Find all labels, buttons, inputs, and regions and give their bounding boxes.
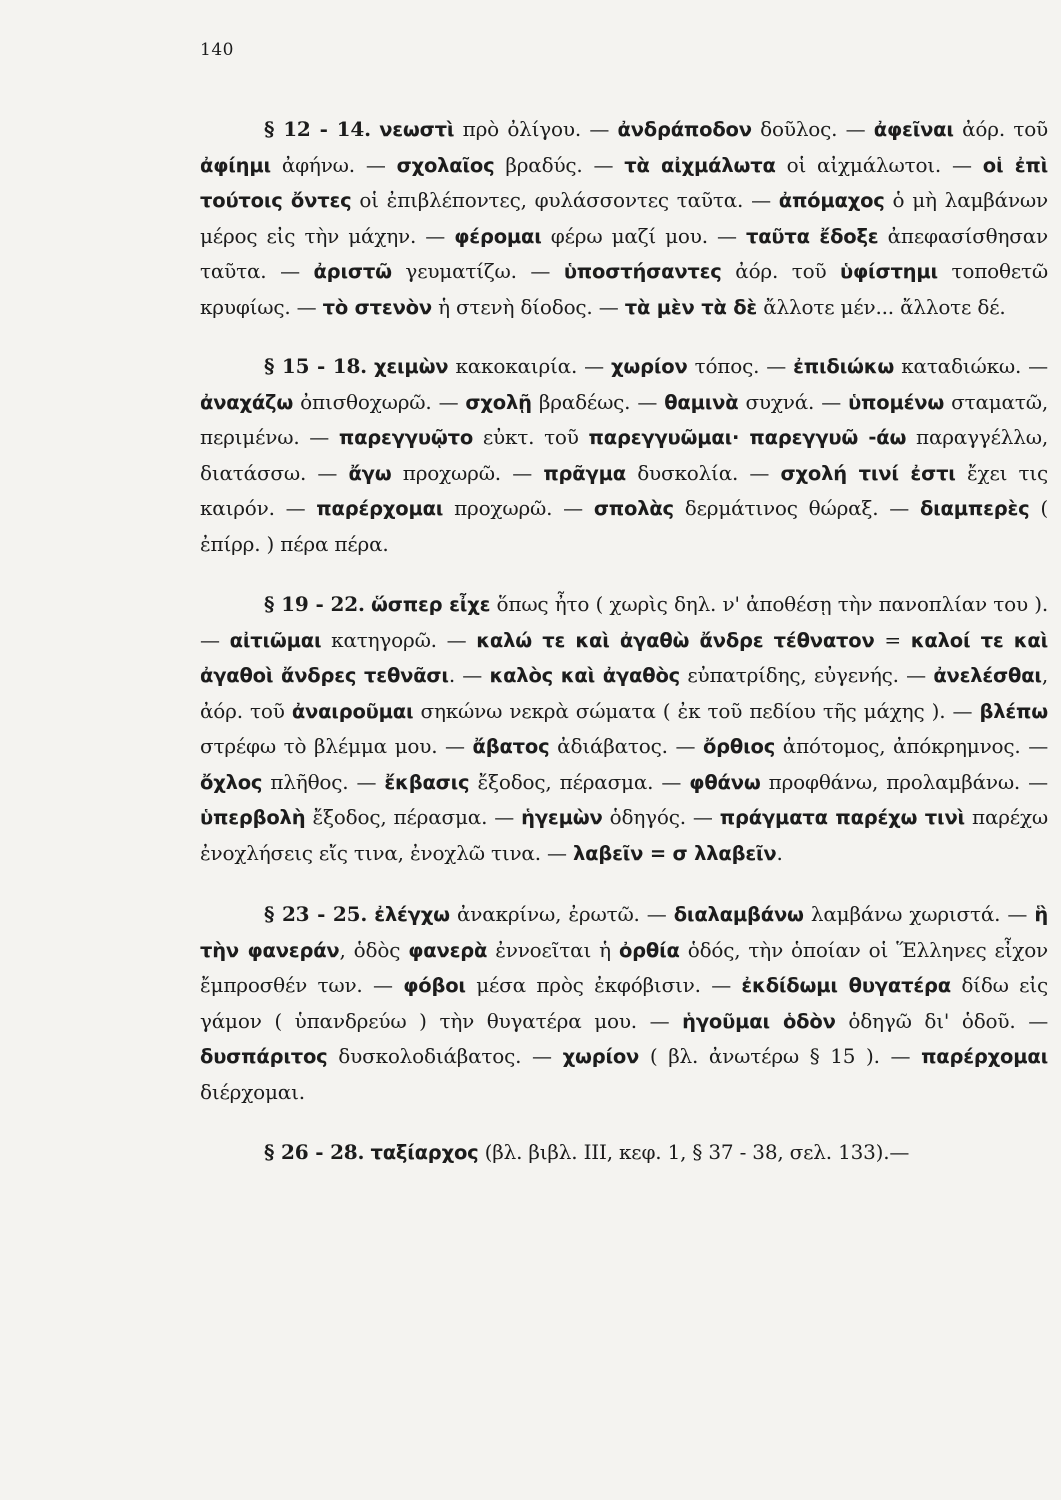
headword: ὑπερβολὴ — [200, 806, 306, 829]
headword: παρέρχομαι — [316, 497, 444, 520]
headword: ἀναχάζω — [200, 390, 294, 414]
headword: ἔκβασις — [384, 770, 470, 794]
definition-text: δίδω εἰς γάμον ( ὑπανδρεύω ) τὴν θυγατέρα μου. — — [200, 973, 1048, 1033]
definition-text: ὁ μὴ λαμβάνων μέρος εἰς τὴν μάχην. — — [200, 188, 1048, 248]
headword: παρέρχομαι — [921, 1045, 1048, 1068]
definition-text: ὅπως ἦτο ( χωρὶς δηλ. ν' ἀποθέσῃ τὴν πανοπλίαν του ). — — [200, 592, 1049, 652]
headword: παρεγγυῷτο — [338, 426, 474, 449]
definition-text: οἱ ἐπιβλέποντες, φυλάσσοντες ταῦτα. — — [351, 188, 779, 212]
definition-text: δυσκολοδιάβατος. — — [327, 1044, 563, 1068]
section-heading: § 26 - 28. — [264, 1140, 365, 1164]
section-heading: § 15 - 18. — [264, 354, 367, 378]
definition-text: εὐπατρίδης, εὐγενής. — — [680, 663, 934, 687]
definition-text: ἀφήνω. — — [270, 152, 397, 177]
definition-text: ἔξοδος, πέρασμα. — — [469, 769, 690, 794]
headword: χωρίον — [611, 355, 688, 378]
headword: ὥσπερ εἶχε — [371, 593, 491, 616]
definition-text: ἀόρ. τοῦ — [953, 117, 1048, 141]
definition-text: ὁδός, τὴν ὁποίαν οἱ Ἕλληνες εἶχον ἔμπροσθέν των. — — [200, 937, 1049, 997]
headword: ὑποστήσαντες — [563, 260, 722, 283]
headword: βλέπω — [979, 699, 1048, 723]
definition-text: τόπος. — — [687, 354, 794, 378]
definition-text: φέρω μαζί μου. — — [541, 223, 746, 248]
definition-text: ἐννοεῖται ἡ — [487, 937, 619, 962]
headword: ἄγω — [348, 461, 392, 485]
headword: ἡγοῦμαι ὁδὸν — [682, 1009, 836, 1033]
glossary-content — [200, 112, 1048, 1197]
headword: δυσπάριτος — [200, 1045, 328, 1068]
glossary-section — [200, 349, 1048, 561]
definition-text: πλῆθος. — — [262, 769, 385, 794]
glossary-section — [200, 112, 1048, 325]
headword: καλώ τε καὶ ἀγαθὼ ἄνδρε τέθνατον — [476, 628, 875, 652]
definition-text: προχωρῶ. — — [443, 496, 594, 520]
definition-text: δυσκολία. — — [625, 460, 781, 485]
definition-text: μέσα πρὸς ἐκφόβισιν. — — [465, 973, 742, 997]
definition-text: καταδιώκω. — — [894, 354, 1048, 378]
headword: ἡγεμὼν — [521, 806, 603, 829]
page-number: 140 — [200, 40, 234, 60]
definition-text: οἱ αἰχμάλωτοι. — — [775, 152, 983, 177]
glossary-section — [200, 587, 1048, 871]
headword: αἰτιῶμαι — [229, 628, 322, 652]
definition-text: δερμάτινος θώραξ. — — [673, 496, 920, 520]
definition-text: λαμβάνω χωριστά. — — [803, 902, 1035, 926]
definition-text: ἄλλοτε μέν... ἄλλοτε δέ. — [757, 294, 1006, 319]
definition-text: βραδύς. — — [494, 152, 625, 177]
headword: ἀνελέσθαι — [933, 664, 1042, 687]
headword: καλὸς καὶ ἀγαθὸς — [489, 664, 681, 687]
definition-text: παραγγέλλω, διατάσσω. — — [200, 425, 1048, 485]
glossary-section — [200, 1135, 1048, 1171]
headword: ὀρθία — [618, 938, 680, 962]
glossary-section — [200, 897, 1048, 1109]
definition-text: ἀπότομος, ἀπόκρημνος. — — [775, 734, 1049, 758]
definition-text: συχνά. — — [738, 389, 849, 414]
headword: ὑπομένω — [848, 390, 945, 414]
headword: διαμπερὲς — [919, 497, 1030, 520]
section-heading: § 23 - 25. — [264, 902, 368, 926]
definition-text: εὐκτ. τοῦ — [473, 425, 589, 449]
headword: ἄβατος — [472, 735, 550, 758]
section-heading: § 12 - 14. — [264, 117, 371, 141]
headword: ἐλέγχω — [374, 903, 450, 926]
definition-text: πρὸ ὀλίγου. — — [454, 117, 618, 141]
headword: ἐκδίδωμι θυγατέρα — [741, 974, 951, 997]
headword: διαλαμβάνω — [673, 903, 804, 926]
definition-text: προφθάνω, προλαμβάνω. — — [760, 769, 1048, 794]
definition-text: ἀδιάβατος. — — [549, 734, 703, 758]
headword: πράγματα παρέχω τινὶ — [719, 806, 965, 829]
headword: ὑφίστημι — [840, 260, 938, 283]
headword: ἐπιδιώκω — [793, 355, 895, 378]
definition-text: . — — [448, 663, 490, 687]
headword: σχολαῖος — [396, 153, 495, 177]
headword: καλοί τε καὶ ἀγαθοὶ ἄνδρες τεθνᾶσι — [200, 628, 1048, 687]
definition-text: κατηγορῶ. — — [321, 627, 477, 652]
definition-text: ἀπεφασίσθησαν ταῦτα. — — [200, 223, 1049, 283]
definition-text: κακοκαιρία. — — [448, 354, 611, 378]
definition-text: σταματῶ, περιμένω. — — [200, 389, 1048, 449]
definition-text: ἔχει τις καιρόν. — — [200, 460, 1049, 520]
headword: τὰ μὲν τὰ δὲ — [624, 295, 758, 319]
definition-text: βραδέως. — — [531, 389, 665, 414]
definition-text: ( βλ. ἀνωτέρω § 15 ). — — [639, 1044, 922, 1068]
headword: ταῦτα ἔδοξε — [745, 224, 879, 248]
headword: ἀφίημι — [200, 153, 271, 177]
headword: χειμὼν — [373, 355, 449, 378]
headword: φόβοι — [403, 974, 466, 997]
definition-text: ὀπισθοχωρῶ. — — [293, 389, 466, 414]
headword: οἱ ἐπὶ τούτοις ὄντες — [200, 153, 1048, 212]
definition-text: (βλ. βιβλ. III, κεφ. 1, § 37 - 38, σελ. 133).— — [478, 1140, 910, 1164]
definition-text: παρέχω ἐνοχλήσεις εἴς τινα, ἐνοχλῶ τινα. — — [200, 805, 1049, 865]
definition-text: στρέφω τὸ βλέμμα μου. — — [200, 734, 473, 758]
definition-text: διέρχομαι. — [200, 1079, 305, 1104]
headword: πρᾶγμα — [543, 461, 626, 485]
headword: τὸ στενὸν — [322, 295, 432, 319]
definition-text: τοποθετῶ κρυφίως. — — [200, 259, 1048, 319]
definition-text: ὁδηγῶ δι' ὁδοῦ. — — [835, 1008, 1049, 1033]
headword: τὰ αἰχμάλωτα — [624, 153, 776, 177]
definition-text: ἔξοδος, πέρασμα. — — [305, 805, 522, 829]
headword: ἀπόμαχος — [778, 189, 885, 212]
headword: σπολὰς — [593, 497, 674, 520]
headword: ἀριστῶ — [313, 260, 392, 283]
headword: ἀνδράποδον — [617, 118, 752, 141]
definition-text: ὁδηγός. — — [602, 805, 720, 829]
headword: θαμινὰ — [664, 390, 739, 414]
headword: σχολή τινί ἐστι — [780, 461, 956, 485]
definition-text: προχωρῶ. — — [391, 460, 544, 485]
headword: χωρίον — [562, 1045, 640, 1068]
headword: φθάνω — [689, 770, 761, 794]
headword: ἀναιροῦμαι — [291, 699, 414, 723]
definition-text: = — [874, 627, 911, 652]
headword: φέρομαι — [454, 224, 542, 248]
headword: ταξίαρχος — [370, 1141, 479, 1164]
headword: νεωστὶ — [379, 118, 455, 141]
definition-text: ( ἐπίρρ. ) πέρα πέρα. — [200, 496, 1048, 556]
section-heading: § 19 - 22. — [264, 592, 365, 616]
definition-text: ἀόρ. τοῦ — [721, 259, 841, 283]
headword: ὄχλος — [200, 770, 263, 794]
definition-text: . — [776, 840, 783, 865]
headword: φανερὰ — [408, 938, 488, 962]
headword: παρεγγυῶμαι· παρεγγυῶ -άω — [588, 426, 907, 449]
definition-text: σηκώνω νεκρὰ σώματα ( ἐκ τοῦ πεδίου τῆς μάχης ). — — [413, 698, 980, 723]
definition-text: δοῦλος. — — [751, 117, 874, 141]
headword: ἀφεῖναι — [873, 118, 954, 141]
definition-text: γευματίζω. — — [391, 259, 564, 283]
definition-text: , ὁδὸς — [339, 937, 409, 962]
headword: ὄρθιος — [702, 735, 776, 758]
headword: σχολῇ — [465, 390, 532, 414]
headword: ἣ τὴν φανεράν — [200, 903, 1048, 962]
definition-text: ἀνακρίνω, ἐρωτῶ. — — [449, 902, 674, 926]
definition-text: ἡ στενὴ δίοδος. — — [431, 294, 625, 319]
definition-text: , ἀόρ. τοῦ — [200, 663, 1048, 723]
headword: λαβεῖν = σ λλαβεῖν — [573, 841, 777, 865]
